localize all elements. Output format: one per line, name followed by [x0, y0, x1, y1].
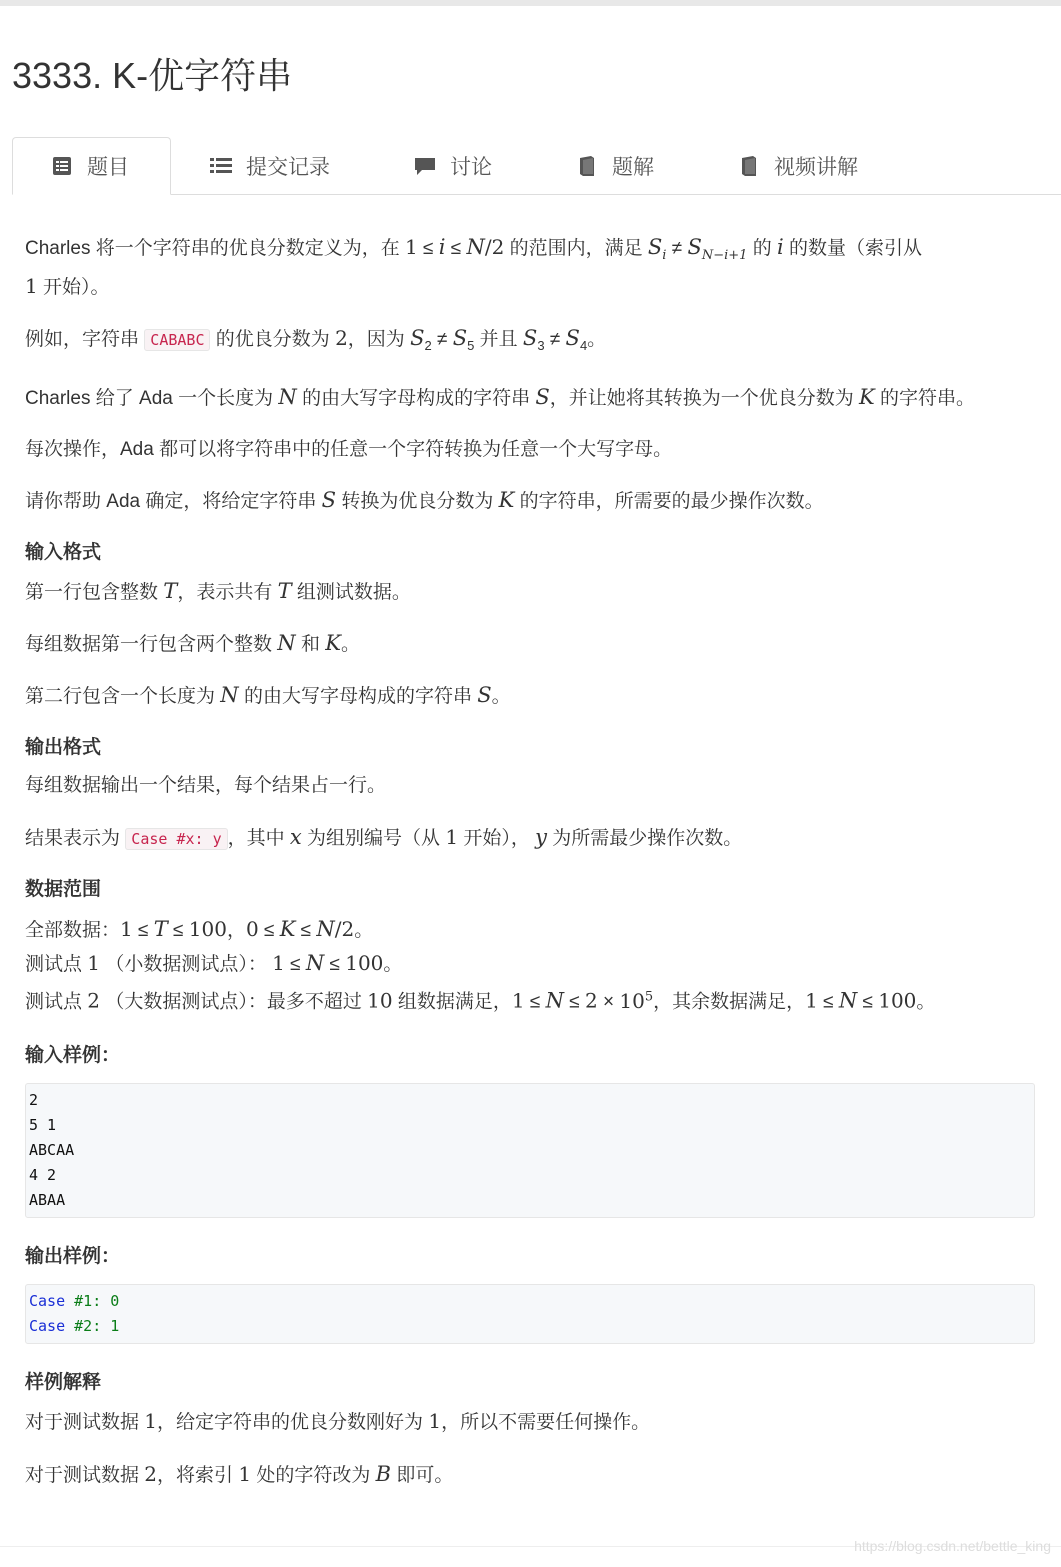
top-strip [0, 0, 1061, 6]
page-title: 3333. K-优字符串 [12, 55, 293, 96]
problem-operation: 每次操作，Ada 都可以将字符串中的任意一个字符转换为任意一个大写字母。 [25, 438, 673, 460]
book-icon [738, 155, 760, 177]
output-format-line: 结果表示为 Case #x: y ，其中 x 为组别编号（从 1 开始）， y 为所需最少操作次数。 [25, 824, 743, 849]
tab-label: 讨论 [450, 155, 492, 179]
output-format-line: 每组数据输出一个结果，每个结果占一行。 [25, 774, 387, 796]
inline-code: Case #x: y [125, 828, 227, 850]
tab-label: 题目 [87, 156, 129, 179]
sample-output-heading: 输出样例： [25, 1245, 121, 1267]
explanation-line: 对于测试数据 1，给定字符串的优良分数刚好为 1，所以不需要任何操作。 [25, 1408, 651, 1433]
input-format-heading: 输入格式 [25, 541, 102, 563]
book-icon [576, 155, 598, 177]
sample-input-heading: 输入样例： [25, 1044, 121, 1066]
tab-discussion[interactable] [414, 137, 492, 194]
list-icon [210, 155, 232, 177]
sample-input-block: 2 5 1 ABCAA 4 2 ABAA [25, 1083, 1035, 1218]
code-line: Case #2: 1 [29, 1316, 120, 1335]
output-format-heading: 输出格式 [25, 736, 102, 758]
tab-problem[interactable] [12, 137, 171, 195]
sample-output-block [25, 1284, 1035, 1344]
tab-label: 提交记录 [246, 155, 330, 179]
problem-task: Charles 给了 Ada 一个长度为 N 的由大写字母构成的字符串 S，并让她将其转换为一个优良分数为 K 的字符串。 [25, 384, 976, 409]
tab-solutions[interactable] [576, 137, 654, 194]
problem-description: Charles 将一个字符串的优良分数定义为，在 1 ≤ i ≤ N/2 的范围内，满足 $S_i \ne S_{N-i+1}$ 的 i 的数量（索引从 1 开始）。 [25, 235, 923, 299]
data-range-line: 测试点 2 （大数据测试点）：最多不超过 10 组数据满足，$1 \le N \le 2 \times 10^5$，其余数据满足，1 ≤ N ≤ 100。 [25, 988, 936, 1013]
list-box-icon [51, 155, 73, 177]
problem-example: 例如，字符串 CABABC 的优良分数为 2，因为 $S_2 \ne S_5$ 并且 $S_3 \ne S_4$。 [25, 326, 607, 353]
comment-icon [414, 155, 436, 177]
input-format-line: 第一行包含整数 T，表示共有 T 组测试数据。 [25, 578, 411, 603]
problem-question: 请你帮助 Ada 确定，将给定字符串 S 转换为优良分数为 K 的字符串，所需要的最少操作次数。 [25, 487, 824, 512]
watermark: https://blog.csdn.net/bettle_king [854, 1538, 1051, 1554]
inline-code: CABABC [144, 329, 210, 351]
tab-video[interactable] [738, 137, 858, 194]
explanation-line: 对于测试数据 2，将索引 1 处的字符改为 B 即可。 [25, 1461, 454, 1486]
input-format-line: 第二行包含一个长度为 N 的由大写字母构成的字符串 S。 [25, 682, 511, 707]
tab-label: 视频讲解 [774, 155, 858, 179]
data-range-line: 全部数据：1 ≤ T ≤ 100，0 ≤ K ≤ N/2。 [25, 916, 374, 941]
data-range-line: 测试点 1 （小数据测试点）： 1 ≤ N ≤ 100。 [25, 950, 403, 975]
input-format-line: 每组数据第一行包含两个整数 N 和 K。 [25, 630, 360, 655]
problem-content [25, 232, 1035, 1491]
tab-label: 题解 [612, 155, 654, 179]
explanation-heading: 样例解释 [25, 1371, 102, 1393]
code-line: Case #1: 0 [29, 1291, 120, 1310]
tab-submissions[interactable] [210, 137, 330, 194]
tab-bar [12, 137, 1061, 195]
data-range-heading: 数据范围 [25, 878, 102, 900]
